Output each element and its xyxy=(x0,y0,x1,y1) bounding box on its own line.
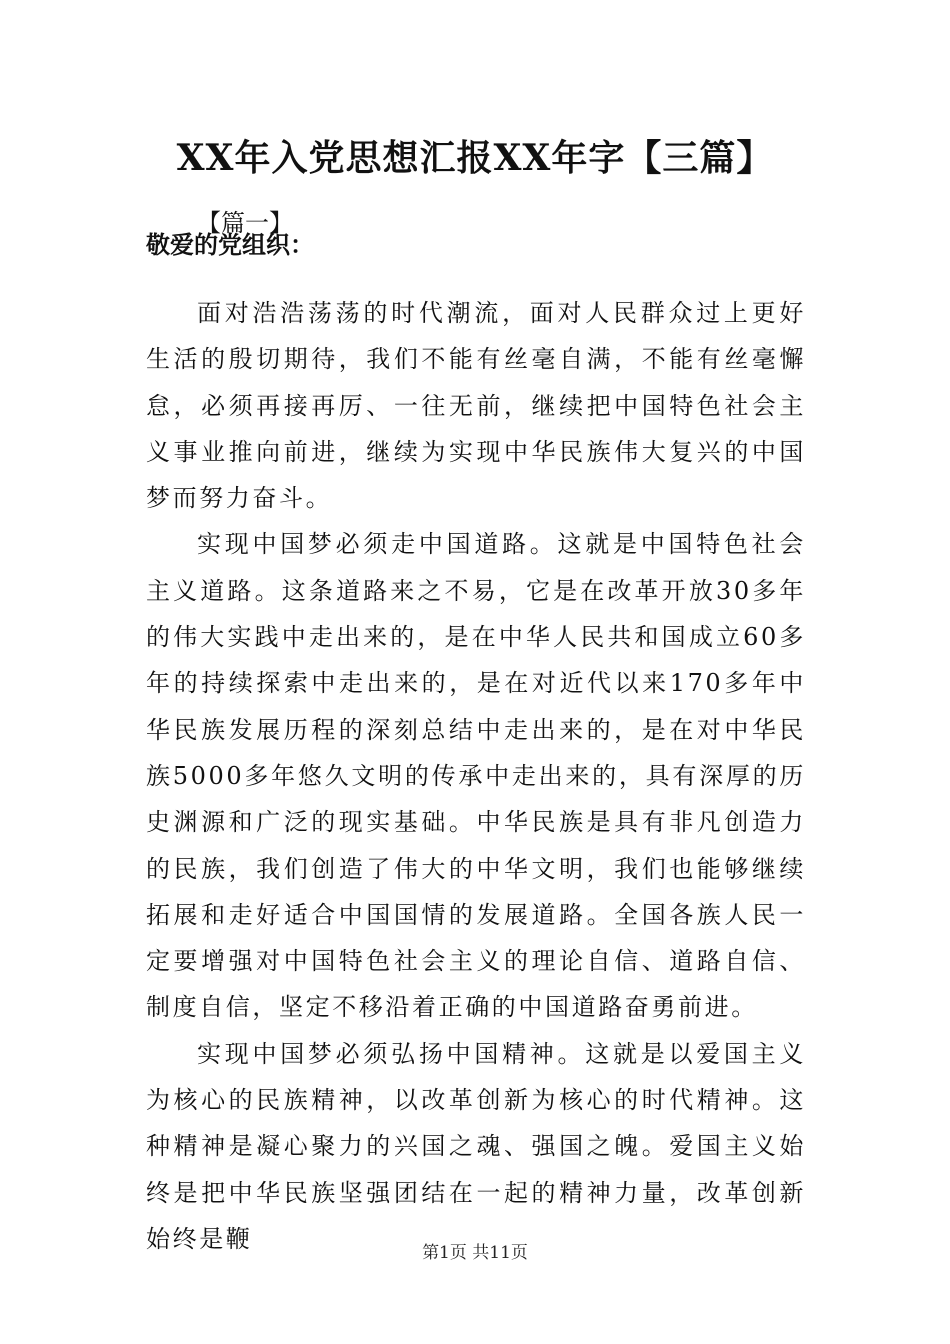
section-label: 【篇一】 xyxy=(197,209,293,237)
paragraph-3: 实现中国梦必须弘扬中国精神。这就是以爱国主义为核心的民族精神，以改革创新为核心的时代精神。这种精神是凝心聚力的兴国之魂、强国之魄。爱国主义始终是把中华民族坚强团结在一起的精神力量，改革创新始终是鞭 xyxy=(146,1039,806,1253)
paragraph-1: 面对浩浩荡荡的时代潮流，面对人民群众过上更好生活的殷切期待，我们不能有丝毫自满，不能有丝毫懈怠，必须再接再厉、一往无前，继续把中国特色社会主义事业推向前进，继续为实现中华民族伟大复兴的中国梦而努力奋斗。 xyxy=(146,299,806,513)
body-text xyxy=(146,290,806,1262)
salutation: 敬爱的党组织： xyxy=(146,230,314,259)
document-title: XX年入党思想汇报XX年字【三篇】 xyxy=(176,137,774,179)
paragraph-2: 实现中国梦必须走中国道路。这就是中国特色社会主义道路。这条道路来之不易，它是在改革开放30多年的伟大实践中走出来的，是在中华人民共和国成立60多年的持续探索中走出来的，是在对近代以来170多年中华民族发展历程的深刻总结中走出来的，是在对中华民族5000多年悠久文明的传承中走出来的，具有深厚的历史渊源和广泛的现实基础。中华民族是具有非凡创造力的民族，我们创造了伟大的中华文明，我们也能够继续拓展和走好适合中国国情的发展道路。全国各族人民一定要增强对中国特色社会主义的理论自信、道路自信、制度自信，坚定不移沿着正确的中国道路奋勇前进。 xyxy=(146,530,806,1022)
page-footer: 第1页 共11页 xyxy=(422,1243,528,1263)
